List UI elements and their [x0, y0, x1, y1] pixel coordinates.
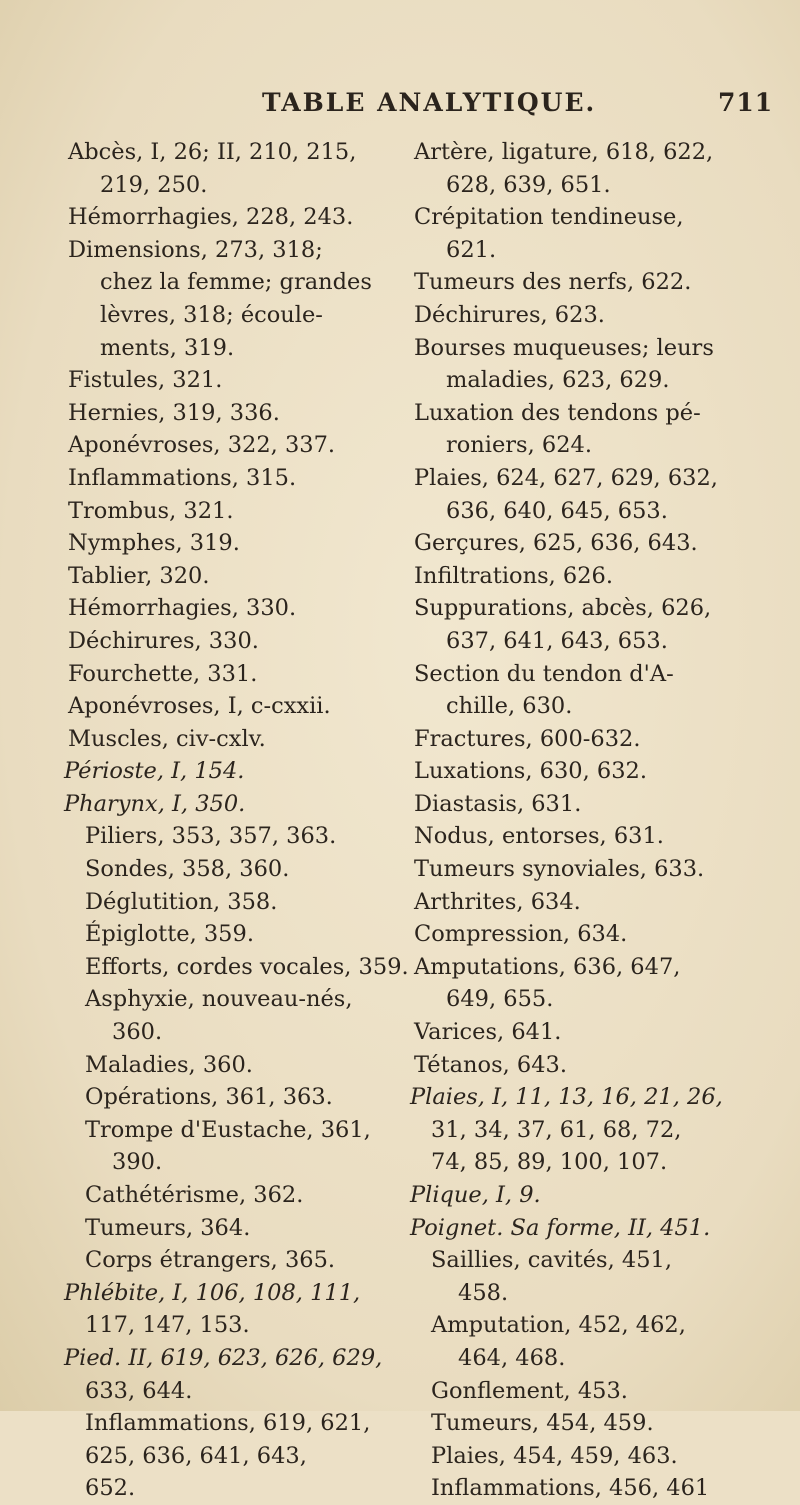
- index-entry-line: Tumeurs synoviales, 633.: [414, 856, 705, 883]
- index-entry-line: 652.: [85, 1475, 136, 1502]
- index-entry-line: Asphyxie, nouveau-nés,: [85, 986, 353, 1013]
- index-entry-line: chez la femme; grandes: [100, 269, 372, 296]
- index-entry-line: Aponévroses, 322, 337.: [68, 432, 336, 459]
- index-entry-line: Piliers, 353, 357, 363.: [85, 823, 337, 850]
- running-title: TABLE ANALYTIQUE.: [262, 88, 597, 117]
- index-entry-line: maladies, 623, 629.: [446, 367, 670, 394]
- index-entry-line: Plique, I, 9.: [410, 1182, 541, 1208]
- index-entry-line: Trombus, 321.: [68, 497, 234, 524]
- index-entry-line: Maladies, 360.: [85, 1051, 253, 1078]
- index-entry-line: Phlébite, I, 106, 108, 111,: [64, 1279, 361, 1306]
- index-entry-line: Pied. II, 619, 623, 626, 629,: [64, 1344, 383, 1371]
- index-entry-line: Varices, 641.: [414, 1019, 562, 1046]
- index-entry-line: Inflammations, 315.: [68, 464, 297, 491]
- index-entry-line: Artère, ligature, 618, 622,: [414, 139, 714, 165]
- index-entry-line: lèvres, 318; écoule-: [100, 301, 323, 328]
- index-entry-line: Fourchette, 331.: [68, 660, 258, 687]
- index-entry-line: Plaies, 624, 627, 629, 632,: [414, 464, 718, 491]
- index-entry-line: Tumeurs, 454, 459.: [431, 1410, 654, 1437]
- index-entry-line: Tumeurs, 364.: [85, 1214, 251, 1241]
- index-entry-line: 390.: [112, 1149, 163, 1176]
- index-entry-line: 458.: [458, 1279, 509, 1306]
- index-entry-line: Diastasis, 631.: [414, 790, 582, 817]
- index-entry-line: Dimensions, 273, 318;: [68, 236, 323, 263]
- index-entry-line: Muscles, civ-cxlv.: [68, 725, 266, 752]
- index-entry-line: Trompe d'Eustache, 361,: [85, 1116, 371, 1143]
- index-entry-line: Fractures, 600-632.: [414, 725, 641, 752]
- index-entry-line: Plaies, 454, 459, 463.: [431, 1442, 678, 1469]
- index-entry-line: 633, 644.: [85, 1377, 193, 1404]
- index-entry-line: Gerçures, 625, 636, 643.: [414, 530, 698, 557]
- index-entry-line: 117, 147, 153.: [85, 1312, 250, 1339]
- index-entry-line: 464, 468.: [458, 1344, 566, 1371]
- index-entry-line: Infiltrations, 626.: [414, 562, 614, 589]
- index-entry-line: Amputation, 452, 462,: [431, 1312, 686, 1339]
- index-entry-line: 637, 641, 643, 653.: [446, 627, 668, 654]
- index-entry-line: Déchirures, 623.: [414, 301, 605, 328]
- index-entry-line: Corps étrangers, 365.: [85, 1247, 336, 1274]
- index-entry-line: Amputations, 636, 647,: [414, 953, 681, 980]
- index-entry-line: Hernies, 319, 336.: [68, 399, 280, 426]
- index-entry-line: Nodus, entorses, 631.: [414, 823, 664, 850]
- index-entry-line: roniers, 624.: [446, 432, 593, 459]
- index-entry-line: Déglutition, 358.: [85, 888, 278, 915]
- index-entry-line: Déchirures, 330.: [68, 627, 259, 654]
- index-entry-line: Aponévroses, I, c-cxxii.: [68, 693, 331, 720]
- index-entry-line: Tétanos, 643.: [414, 1051, 568, 1078]
- index-entry-line: Saillies, cavités, 451,: [431, 1247, 673, 1274]
- page-header: [0, 88, 800, 128]
- index-entry-line: Tablier, 320.: [68, 562, 210, 589]
- index-entry-line: Compression, 634.: [414, 921, 628, 948]
- index-entry-line: 360.: [112, 1019, 163, 1046]
- index-entry-line: ments, 319.: [100, 334, 235, 361]
- index-entry-line: Épiglotte, 359.: [85, 921, 254, 948]
- index-column-left: [64, 136, 429, 1505]
- index-entry-line: Efforts, cordes vocales, 359.: [85, 953, 409, 980]
- index-entry-line: Luxations, 630, 632.: [414, 758, 648, 785]
- page-number: 711: [718, 88, 774, 117]
- index-entry-line: Poignet. Sa forme, II, 451.: [410, 1214, 711, 1241]
- index-entry-line: Section du tendon d'A-: [414, 660, 674, 687]
- index-entry-line: Hémorrhagies, 330.: [68, 595, 297, 622]
- index-entry-line: Tumeurs des nerfs, 622.: [414, 269, 692, 296]
- index-entry-line: Inflammations, 456, 461: [431, 1475, 710, 1502]
- index-entry-line: 219, 250.: [100, 171, 208, 198]
- index-entry-line: Bourses muqueuses; leurs: [414, 334, 714, 361]
- index-entry-line: Arthrites, 634.: [414, 888, 581, 915]
- index-entry-line: Sondes, 358, 360.: [85, 856, 290, 883]
- index-entry-line: Fistules, 321.: [68, 367, 223, 394]
- index-entry-line: Crépitation tendineuse,: [414, 204, 684, 231]
- index-entry-line: 625, 636, 641, 643,: [85, 1442, 307, 1469]
- index-column-right: [410, 136, 800, 1505]
- index-entry-line: chille, 630.: [446, 693, 573, 720]
- index-entry-line: Pharynx, I, 350.: [64, 790, 246, 817]
- index-entry-line: 621.: [446, 236, 497, 263]
- index-entry-line: Plaies, I, 11, 13, 16, 21, 26,: [410, 1084, 723, 1111]
- index-entry-line: Luxation des tendons pé-: [414, 399, 701, 426]
- index-entry-line: Suppurations, abcès, 626,: [414, 595, 712, 622]
- index-entry-line: 636, 640, 645, 653.: [446, 497, 668, 524]
- index-entry-line: Opérations, 361, 363.: [85, 1084, 333, 1111]
- index-entry-line: Hémorrhagies, 228, 243.: [68, 204, 354, 231]
- index-entry-line: 628, 639, 651.: [446, 171, 611, 198]
- index-entry-line: Nymphes, 319.: [68, 530, 240, 557]
- index-entry-line: 74, 85, 89, 100, 107.: [431, 1149, 668, 1176]
- index-entry-line: Inflammations, 619, 621,: [85, 1410, 371, 1437]
- index-entry-line: 31, 34, 37, 61, 68, 72,: [431, 1116, 682, 1143]
- index-entry-line: Cathétérisme, 362.: [85, 1182, 304, 1208]
- index-entry-line: Abcès, I, 26; II, 210, 215,: [68, 139, 357, 165]
- index-entry-line: Gonflement, 453.: [431, 1377, 628, 1404]
- index-entry-line: Périoste, I, 154.: [64, 758, 245, 785]
- index-entry-line: 649, 655.: [446, 986, 554, 1013]
